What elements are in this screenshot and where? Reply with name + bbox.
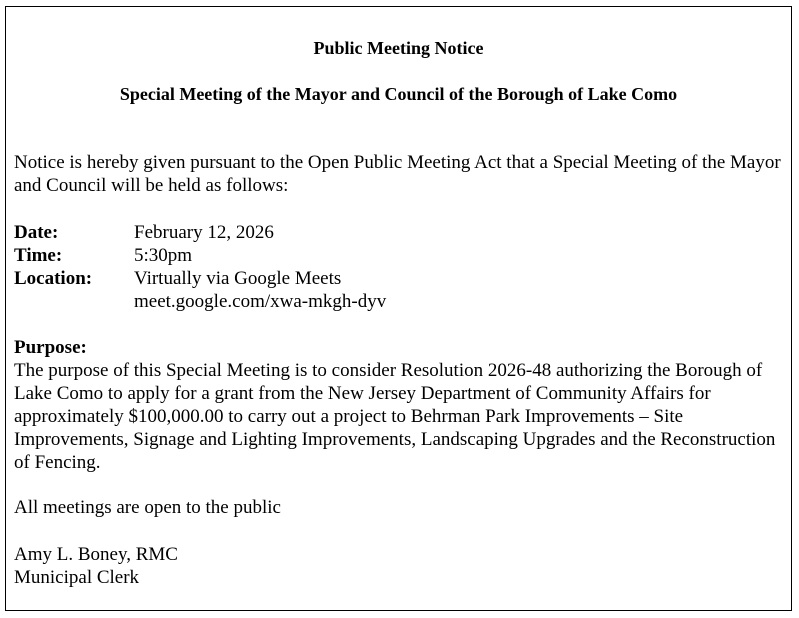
purpose-label: Purpose: <box>14 337 87 358</box>
location-row <box>14 267 784 290</box>
date-row <box>14 221 784 244</box>
purpose-text: The purpose of this Special Meeting is to consider Resolution 2026-48 authorizing the Borough of Lake Como to apply for a grant from the New Jersey Department of Community Affairs for approximately $100,000.00 to carry out a project to Behrman Park Improvements – Site Improvements, Signage and Lighting Improvements, Landscaping Upgrades and the Reconstruction of Fencing. <box>14 360 776 473</box>
notice-title: Public Meeting Notice <box>313 38 484 58</box>
notice-intro: Notice is hereby given pursuant to the Open Public Meeting Act that a Special Meeting of the Mayor and Council will be held as follows: <box>14 152 781 196</box>
notice-subtitle: Special Meeting of the Mayor and Council of the Borough of Lake Como <box>119 84 678 104</box>
date-value: February 12, 2026 <box>134 222 274 243</box>
time-value: 5:30pm <box>134 245 193 266</box>
time-label: Time: <box>14 245 63 266</box>
date-label: Date: <box>14 222 59 243</box>
location-value: Virtually via Google Meets <box>134 268 342 289</box>
open-statement: All meetings are open to the public <box>14 497 281 518</box>
meeting-link: meet.google.com/xwa-mkgh-dyv <box>134 291 387 312</box>
meeting-link-row <box>14 290 784 313</box>
signature-title: Municipal Clerk <box>14 567 140 588</box>
time-row <box>14 244 784 267</box>
signature-name: Amy L. Boney, RMC <box>14 544 178 565</box>
meeting-notice <box>5 6 792 611</box>
location-label: Location: <box>14 268 93 289</box>
